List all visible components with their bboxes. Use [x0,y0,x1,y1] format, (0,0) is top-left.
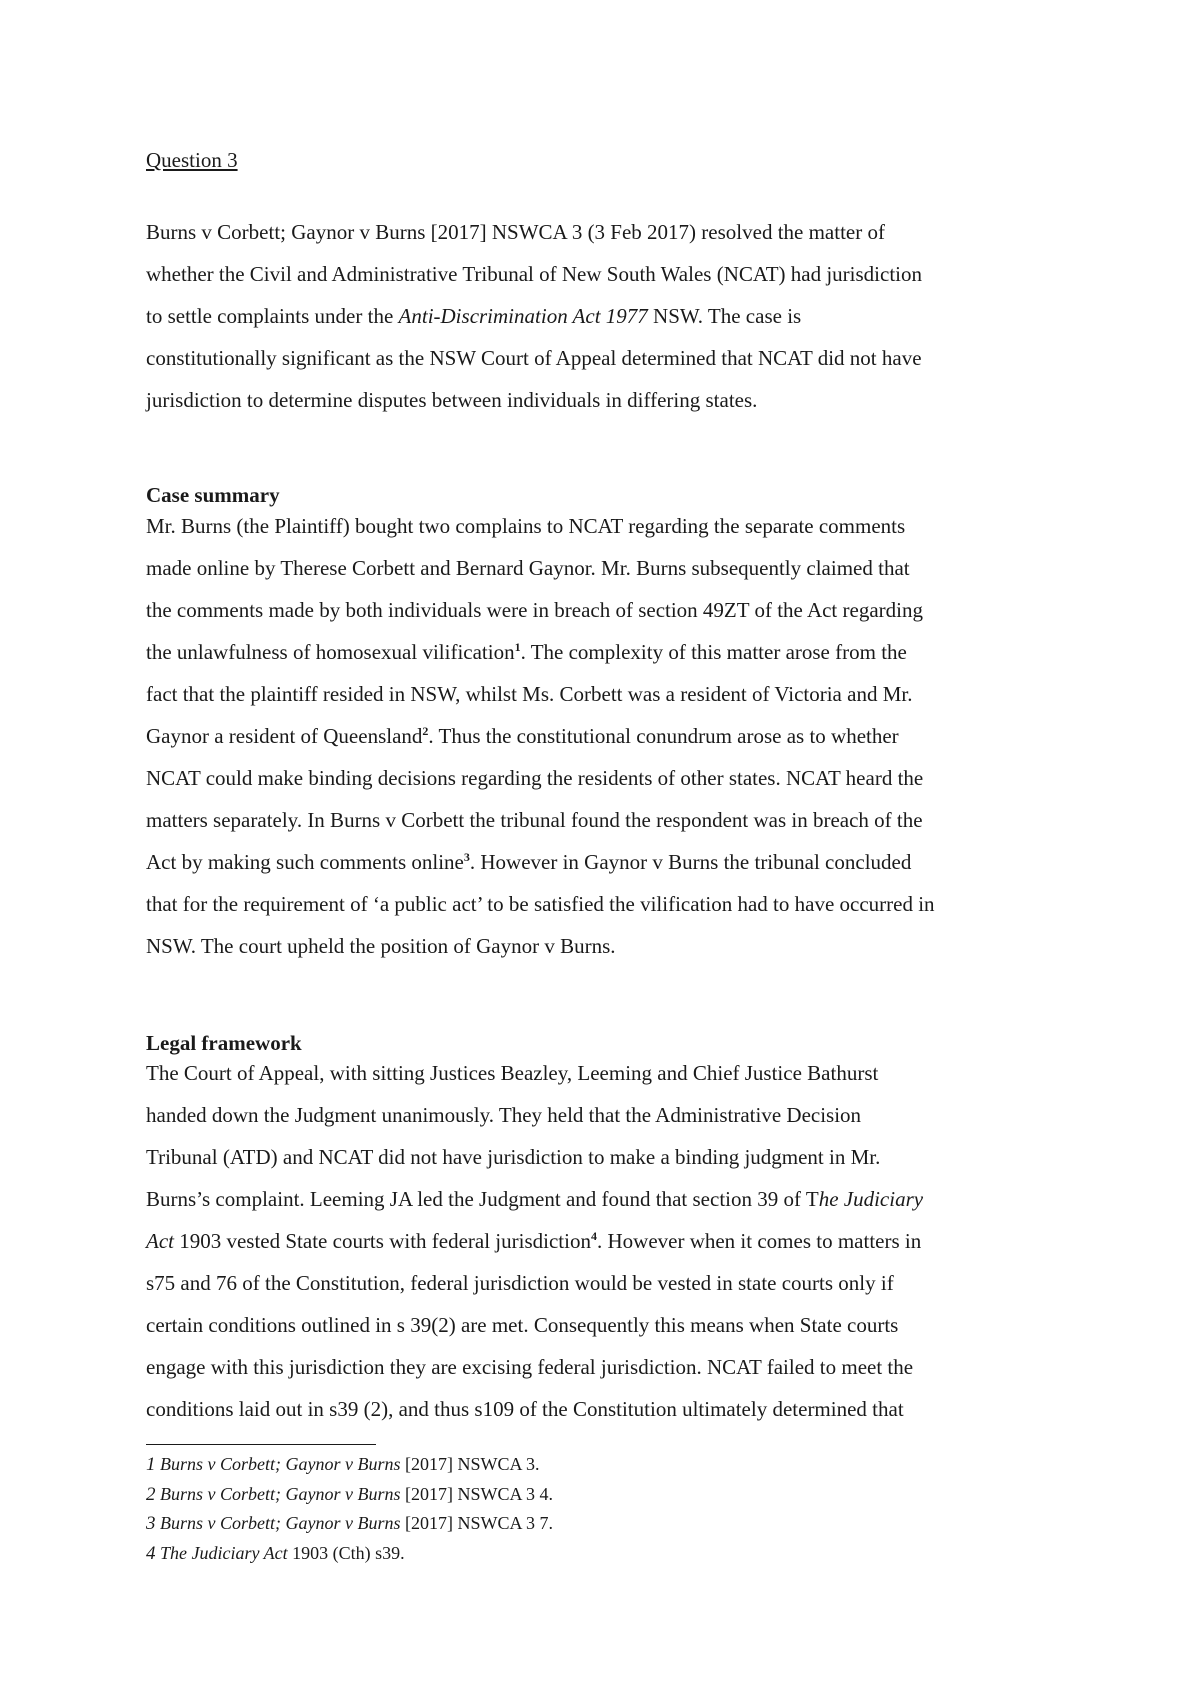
intro-line: whether the Civil and Administrative Tribunal of New South Wales (NCAT) had jurisdiction [146,262,923,286]
summary-line: matters separately. In Burns v Corbett the tribunal found the respondent was in breach of the [146,808,923,832]
framework-line: Burns’s complaint. Leeming JA led the Judgment and found that section 39 of The Judiciary [146,1187,924,1211]
intro-paragraph [146,211,1076,421]
summary-line: NSW. The court upheld the position of Gaynor v Burns. [146,934,616,958]
act-title: Anti-Discrimination Act 1977 [398,304,648,328]
footnote-item: 3 Burns v Corbett; Gaynor v Burns [2017] NSWCA 3 7. [146,1513,553,1534]
framework-line: handed down the Judgment unanimously. They held that the Administrative Decision [146,1103,862,1127]
framework-line: The Court of Appeal, with sitting Justices Beazley, Leeming and Chief Justice Bathurst [146,1061,879,1085]
framework-line: s75 and 76 of the Constitution, federal jurisdiction would be vested in state courts only if [146,1271,894,1295]
framework-line: engage with this jurisdiction they are excising federal jurisdiction. NCAT failed to meet the [146,1355,914,1379]
summary-line: Mr. Burns (the Plaintiff) bought two complains to NCAT regarding the separate comments [146,514,906,538]
summary-line: the unlawfulness of homosexual vilification$^1$. The complexity of this matter arose from the [146,640,907,664]
footnote-item: 4 The Judiciary Act 1903 (Cth) s39. [146,1542,405,1564]
question-heading: Question 3 [146,148,238,172]
footnote-item: 1 Burns v Corbett; Gaynor v Burns [2017] NSWCA 3. [146,1454,540,1475]
footnote-ref[interactable]: 3 [463,850,470,864]
framework-line: conditions laid out in s39 (2), and thus s109 of the Constitution ultimately determined that [146,1397,904,1421]
footnote-ref[interactable]: 1 [514,640,521,654]
footnotes-list [146,1450,553,1568]
intro-line: Burns v Corbett; Gaynor v Burns [2017] NSWCA 3 (3 Feb 2017) resolved the matter of [146,220,885,244]
summary-line: Act by making such comments online$^3$. However in Gaynor v Burns the tribunal concluded [146,850,912,874]
summary-line: the comments made by both individuals were in breach of section 49ZT of the Act regarding [146,598,923,622]
footnote-separator [146,1444,376,1445]
legal-framework-heading: Legal framework [146,1031,302,1055]
footnote-item: 2 Burns v Corbett; Gaynor v Burns [2017] NSWCA 3 4. [146,1483,553,1505]
framework-line: certain conditions outlined in s 39(2) are met. Consequently this means when State courts [146,1313,899,1337]
intro-line: jurisdiction to determine disputes between individuals in differing states. [146,388,758,412]
case-summary-heading: Case summary [146,483,280,507]
intro-line: to settle complaints under the Anti-Discrimination Act 1977 NSW. The case is [146,304,802,328]
footnote-ref[interactable]: 2 [422,724,429,738]
footnote-ref[interactable]: 4 [590,1229,597,1243]
framework-line: Act 1903 vested State courts with federal jurisdiction$^4$. However when it comes to matters in [146,1229,922,1253]
summary-line: NCAT could make binding decisions regarding the residents of other states. NCAT heard the [146,766,924,790]
intro-line: constitutionally significant as the NSW Court of Appeal determined that NCAT did not have [146,346,922,370]
legal-framework-paragraph [146,1052,1076,1430]
summary-line: that for the requirement of ‘a public act’ to be satisfied the vilification had to have occurred in [146,892,935,916]
framework-line: Tribunal (ATD) and NCAT did not have jurisdiction to make a binding judgment in Mr. [146,1145,881,1169]
summary-line: made online by Therese Corbett and Bernard Gaynor. Mr. Burns subsequently claimed that [146,556,910,580]
summary-line: Gaynor a resident of Queensland$^2$. Thus the constitutional conundrum arose as to whether [146,724,899,748]
case-summary-paragraph [146,505,1076,967]
summary-line: fact that the plaintiff resided in NSW, whilst Ms. Corbett was a resident of Victoria and Mr. [146,682,913,706]
